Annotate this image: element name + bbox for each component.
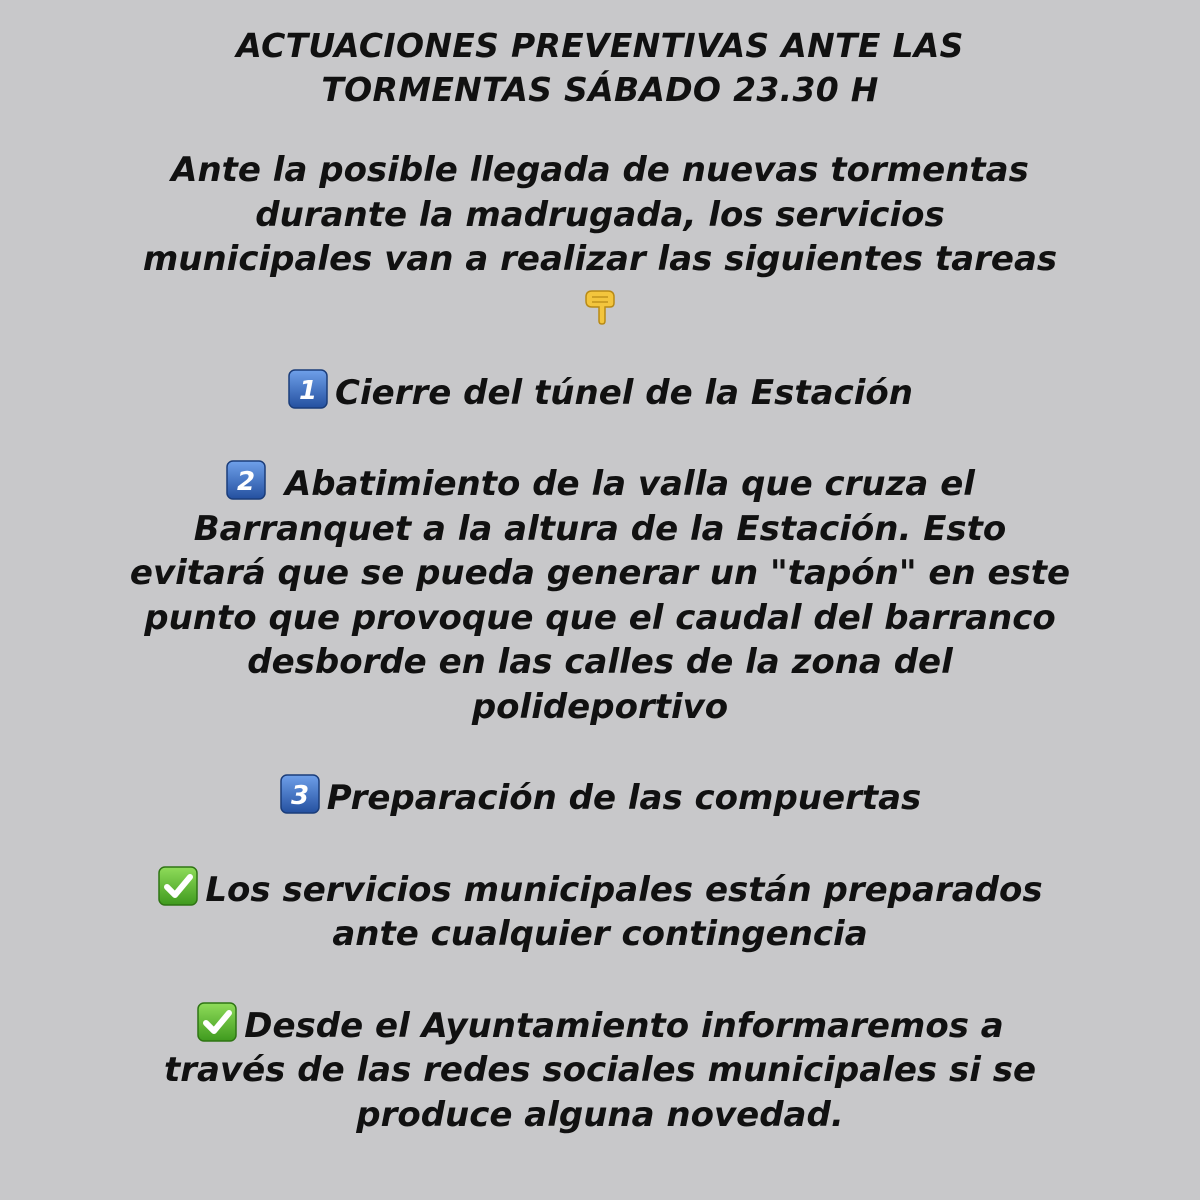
intro-line: durante la madrugada, los servicios	[255, 194, 945, 235]
list-item-line: polideportivo	[471, 686, 729, 727]
list-item-3	[70, 773, 1130, 821]
keycap-1-icon	[287, 368, 329, 410]
check-mark-button-icon	[157, 865, 199, 907]
note-line: ante cualquier contingencia	[332, 914, 868, 954]
list-item-label: Preparación de las compuertas	[326, 778, 922, 818]
list-item-line: evitará que se pueda generar un "tapón" en este	[129, 553, 1071, 593]
backhand-index-pointing-down-icon	[578, 283, 622, 327]
keycap-3-icon	[279, 773, 321, 815]
list-item-line: punto que provoque que el caudal del barranco	[144, 597, 1056, 638]
page-title	[70, 24, 1130, 112]
keycap-number: 2	[237, 467, 256, 497]
note-line: través de las redes sociales municipales si se	[164, 1050, 1036, 1090]
note-line: produce alguna novedad.	[356, 1094, 844, 1135]
note-2	[70, 1001, 1130, 1138]
intro-line: municipales van a realizar las siguientes tareas	[142, 239, 1058, 279]
list-item-line: Barranquet a la altura de la Estación. Esto	[193, 508, 1007, 549]
intro-emoji-line	[70, 282, 1130, 328]
list-item-2	[70, 459, 1130, 729]
keycap-number: 3	[290, 781, 309, 811]
list-item-line: desborde en las calles de la zona del	[247, 642, 953, 682]
title-line: ACTUACIONES PREVENTIVAS ANTE LAS	[236, 26, 964, 65]
note-line: Los servicios municipales están preparados	[205, 869, 1043, 910]
list-item-label: Cierre del túnel de la Estación	[335, 372, 913, 413]
keycap-2-icon	[225, 459, 267, 501]
title-line: TORMENTAS SÁBADO 23.30 H	[321, 70, 879, 109]
list-item-label: Abatimiento de la valla que cruza el	[284, 464, 975, 504]
check-mark-button-icon	[196, 1001, 238, 1043]
intro-paragraph	[70, 148, 1130, 328]
intro-line: Ante la posible llegada de nuevas tormentas	[171, 150, 1029, 190]
note-1	[70, 865, 1130, 957]
list-item-1	[70, 368, 1130, 416]
note-line: Desde el Ayuntamiento informaremos a	[244, 1005, 1004, 1046]
keycap-number: 1	[299, 375, 318, 406]
